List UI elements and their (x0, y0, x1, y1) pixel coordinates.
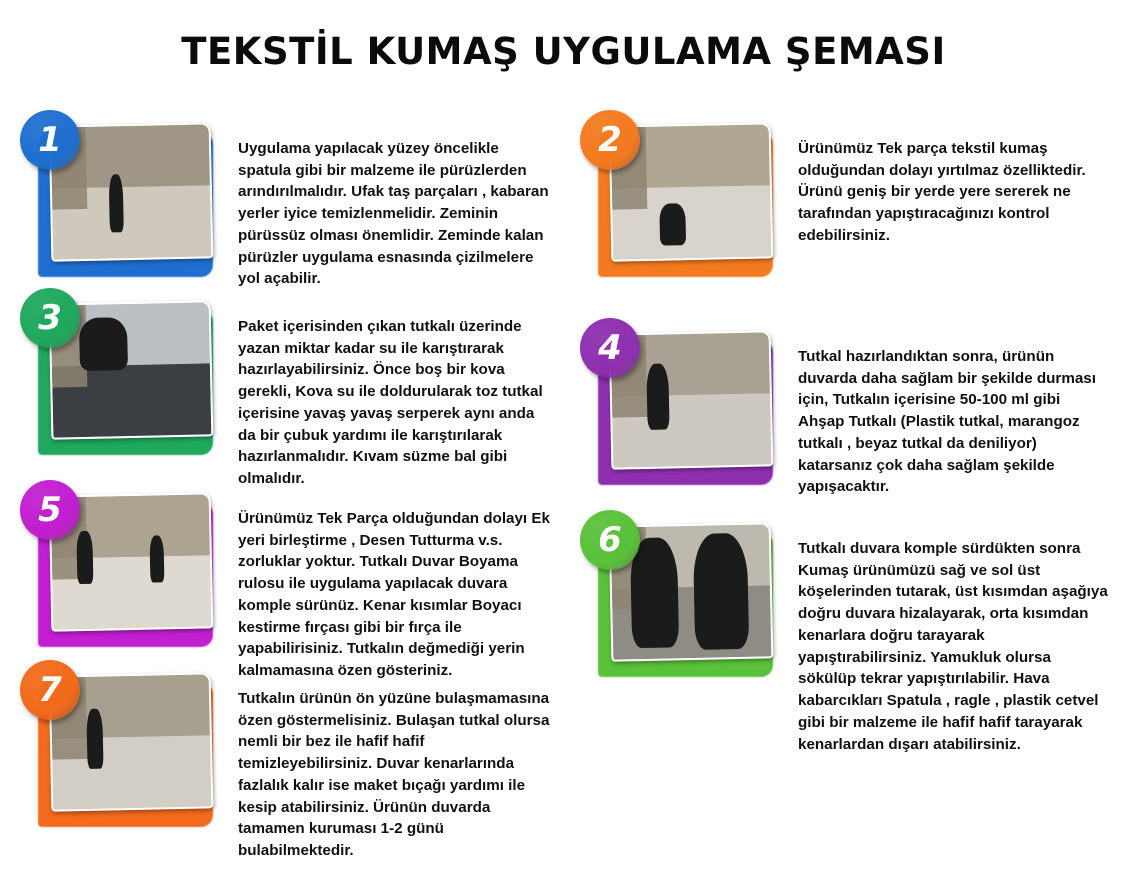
photo-person-silhouette (630, 537, 680, 649)
step-description-4: Tutkal hazırlandıktan sonra, ürünün duvarda daha sağlam bir şekilde durması için, Tutkalın içerisine 50-100 ml gibi Ahşap Tutkalı (Plastik tutkal, marangoz tutkalı , beyaz tutkal da deniliyor) katarsanız çok daha sağlam şekilde yapışacaktır. (798, 348, 1096, 496)
photo-person-silhouette (86, 708, 103, 769)
photo-person-silhouette (693, 533, 749, 650)
photo-person-silhouette (77, 531, 94, 584)
page-title: TEKSTİL KUMAŞ UYGULAMA ŞEMASI (181, 30, 946, 73)
step-number-badge-4: 4 (580, 318, 640, 378)
step-number-badge-5: 5 (20, 480, 80, 540)
step-number-badge-3: 3 (20, 288, 80, 348)
step-number-badge-7: 7 (20, 660, 80, 720)
step-description-3: Paket içerisinden çıkan tutkalı üzerinde yazan miktar kadar su ile karıştırarak hazırlayabilirsiniz. Önce boş bir kova gerekli, Kova su ile doldurularak toz tutkal içerisine yavaş yavaş serperek aynı anda da bir çubuk yardımı ile karıştırılarak hazırlanmalıdır. Kıvam süzme bal gibi olmalıdır. (238, 318, 543, 488)
photo-person-silhouette (108, 174, 123, 232)
photo-person-silhouette (79, 317, 127, 371)
step-description-2: Ürünümüz Tek parça tekstil kumaş olduğundan dolayı yırtılmaz özelliktedir. Ürünü geniş bir yerde yere sererek ne tarafından yapıştıracağınızı kontrol edebilirsiniz. (798, 140, 1086, 244)
photo-person-silhouette (149, 535, 164, 583)
step-description-1: Uygulama yapılacak yüzey öncelikle spatula gibi bir malzeme ile pürüzlerden arındırılmalıdır. Ufak taş parçaları , kabaran yerler iyice temizlenmelidir. Zeminin pürüssüz olması önemlidir. Zeminde kalan pürüzler uygulama esnasında çizilmelere yol açabilir. (238, 140, 549, 288)
step-number-badge-2: 2 (580, 110, 640, 170)
photo-person-silhouette (660, 203, 686, 246)
photo-person-silhouette (646, 364, 669, 430)
step-description-5: Ürünümüz Tek Parça olduğundan dolayı Ek yeri birleştirme , Desen Tutturma v.s. zorluklar yoktur. Tutkalı Duvar Boyama rulosu ile uygulama yapılacak duvara komple sürünüz. Kenar kısımlar Boyacı kestirme fırçası gibi bir fırça ile yapabilirisiniz. Tutkalın değmediği yerin kalmamasına özen gösteriniz. (238, 510, 550, 680)
step-number-badge-6: 6 (580, 510, 640, 570)
step-description-6: Tutkalı duvara komple sürdükten sonra Kumaş ürünümüzü sağ ve sol üst köşelerinden tutarak, üst kısımdan aşağıya doğru duvara hizalayarak, orta kısımdan kenarlara doğru tarayarak yapıştırabilirsiniz. Yamukluk olursa sökülüp tekrar yapıştırılabilir. Hava kabarcıkları Spatula , ragle , plastik cetvel gibi bir malzeme ile hafif hafif tarayarak kenarlardan dışarı atabilirsiniz. (798, 540, 1108, 753)
step-description-7: Tutkalın ürünün ön yüzüne bulaşmamasına özen göstermelisiniz. Bulaşan tutkal olursa nemli bir bez ile hafif hafif temizleyebilirsiniz. Duvar kenarlarında fazlalık kalır ise maket bıçağı yardımı ile kesip atabilirsiniz. Ürünün duvarda tamamen kuruması 1-2 günü bulabilmektedir. (238, 690, 550, 860)
step-number-badge-1: 1 (20, 110, 80, 170)
